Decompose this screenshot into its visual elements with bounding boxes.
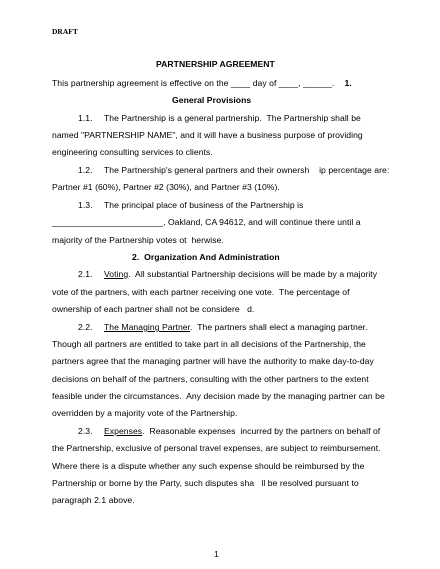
clause-2-2-line-3: partners agree that the managing partner will have the authority to make day-to-day [52, 356, 374, 366]
clause-1-2-number: 1.2. [78, 165, 93, 175]
clause-1-2-line-1: The Partnership's general partners and their ownersh ip percentage are: [104, 165, 390, 175]
clause-2-3-number: 2.3. [78, 426, 93, 436]
clause-1-3-line-2: _______________________, Oakland, CA 94612, and will continue there until a [52, 217, 361, 227]
clause-2-2-line-4: decisions on behalf of the partners, consulting with the other partners to the extent [52, 374, 369, 384]
document-title: PARTNERSHIP AGREEMENT [156, 59, 275, 69]
clause-2-3-line-5: paragraph 2.1 above. [52, 495, 135, 505]
page-number: 1 [214, 549, 219, 559]
clause-2-3-line-4: Partnership or borne by the Party, such disputes sha ll be resolved pursuant to [52, 478, 359, 488]
clause-2-1-line-3: ownership of each partner shall not be considere d. [52, 304, 255, 314]
clause-2-3-line-2: the Partnership, exclusive of personal travel expenses, are subject to reimbursement. [52, 443, 381, 453]
clause-1-3-line-3: majority of the Partnership votes ot herwise. [52, 235, 224, 245]
section-1-number: 1. [344, 78, 352, 88]
draft-watermark: DRAFT [52, 27, 78, 36]
clause-2-3-text-1: . Reasonable expenses incurred by the partners on behalf of [142, 426, 381, 436]
clause-1-3-number: 1.3. [78, 200, 93, 210]
section-1-heading: General Provisions [172, 95, 252, 105]
clause-2-3-line-3: Where there is a dispute whether any such expense should be reimbursed by the [52, 461, 365, 471]
clause-2-2-line-5: feasible under the circumstances. Any decision made by the managing partner can be [52, 391, 385, 401]
clause-1-3-line-1: The principal place of business of the Partnership is [104, 200, 304, 210]
section-2-heading-line [132, 252, 280, 262]
section-2-heading: Organization And Administration [144, 252, 280, 262]
intro-line [52, 78, 352, 88]
clause-2-3-title: Expenses [104, 426, 143, 436]
clause-2-1-line-1 [104, 269, 377, 279]
intro-text: This partnership agreement is effective on the ____ day of ____, ______. [52, 78, 335, 88]
clause-1-1-number: 1.1. [78, 113, 93, 123]
clause-2-1-text-1: . All substantial Partnership decisions will be made by a majority [128, 269, 378, 279]
clause-2-1-title: Voting [104, 269, 129, 279]
clause-2-3-line-1 [104, 426, 380, 436]
clause-2-1-number: 2.1. [78, 269, 93, 279]
clause-2-2-line-2: Though all partners are entitled to take part in all decisions of the Partnership, the [52, 339, 366, 349]
clause-1-1-line-1: The Partnership is a general partnership. The Partnership shall be [104, 113, 361, 123]
clause-2-1-line-2: vote of the partners, with each partner receiving one vote. The percentage of [52, 287, 350, 297]
clause-2-2-line-1 [104, 322, 368, 332]
section-2-number: 2. [132, 252, 140, 262]
clause-1-1-line-3: engineering consulting services to clients. [52, 147, 213, 157]
clause-1-2-line-2: Partner #1 (60%), Partner #2 (30%), and Partner #3 (10%). [52, 182, 280, 192]
clause-2-2-number: 2.2. [78, 322, 93, 332]
clause-1-1-line-2: named "PARTNERSHIP NAME", and it will have a business purpose of providing [52, 130, 363, 140]
clause-2-2-line-6: overridden by a majority vote of the Partnership. [52, 408, 238, 418]
clause-2-2-text-1: . The partners shall elect a managing partner. [190, 322, 368, 332]
clause-2-2-title: The Managing Partner [104, 322, 191, 332]
